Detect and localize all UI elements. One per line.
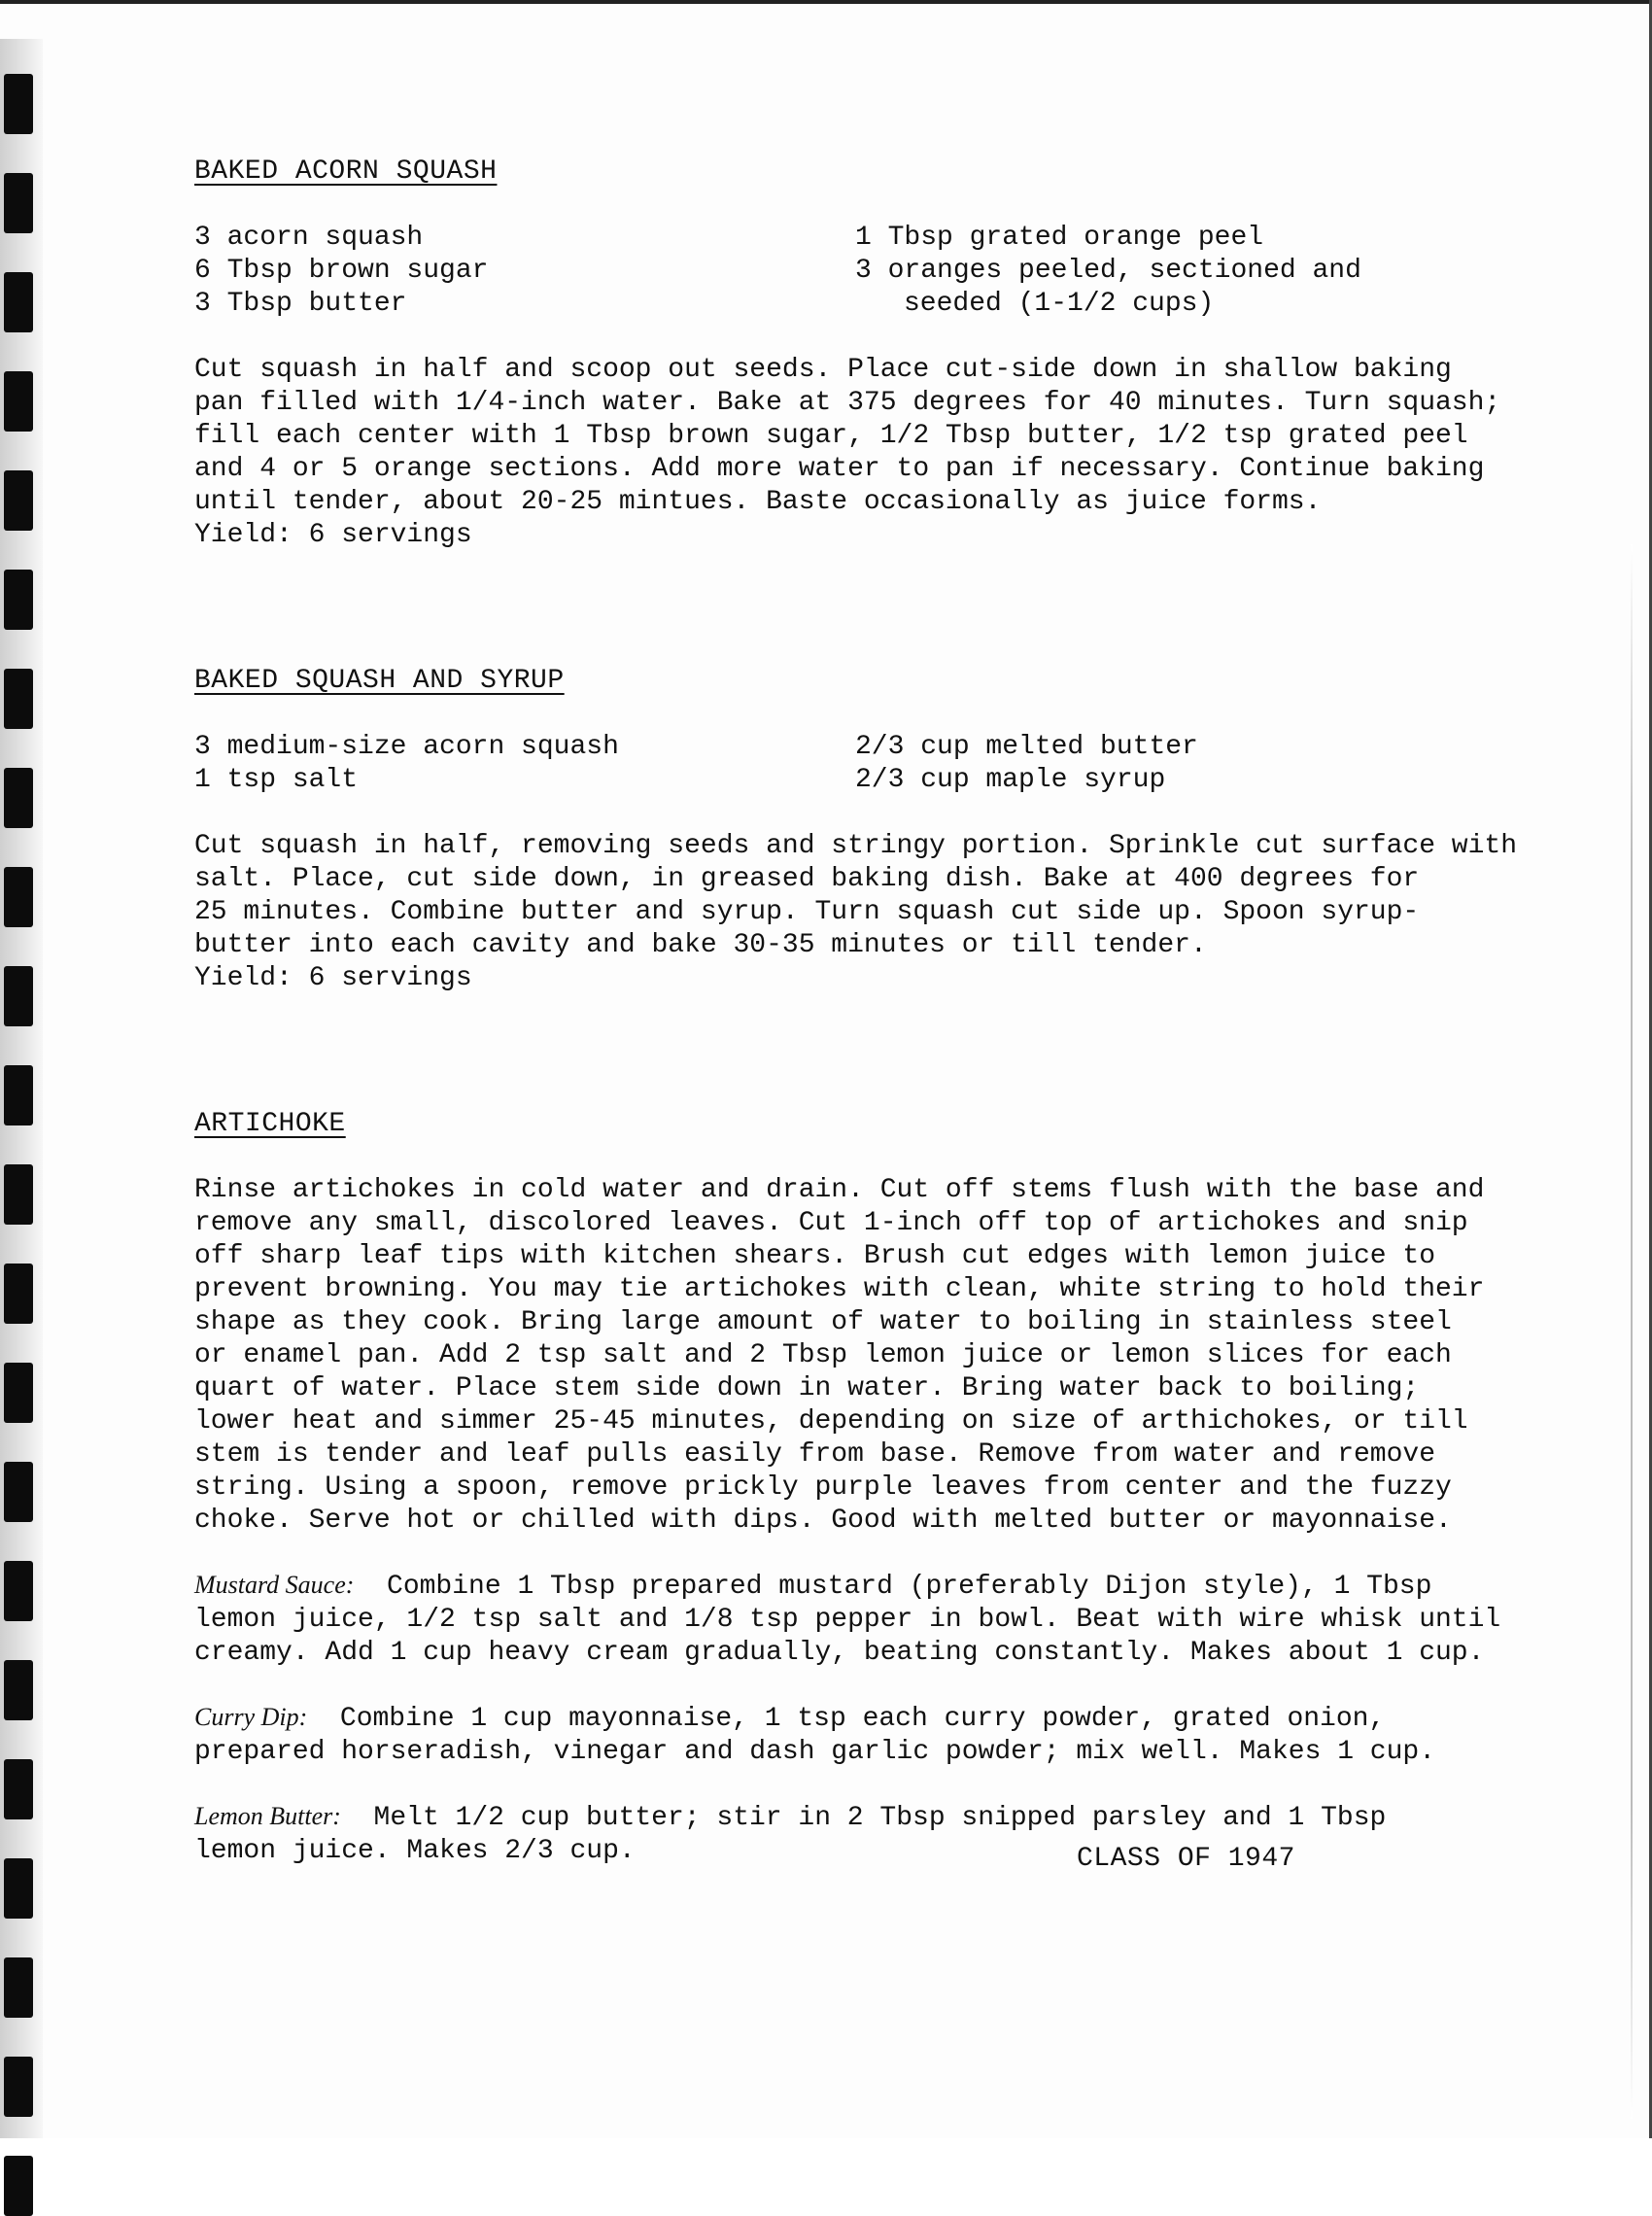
direction-line: Cut squash in half, removing seeds and stringy portion. Sprinkle cut surface with bbox=[194, 831, 1518, 861]
binding-hole bbox=[4, 272, 33, 332]
binding-hole bbox=[4, 768, 33, 828]
binding-hole bbox=[4, 74, 33, 134]
binding-hole bbox=[4, 1957, 33, 2018]
direction-line: and 4 or 5 orange sections. Add more water to pan if necessary. Continue baking bbox=[194, 454, 1485, 484]
binding-hole bbox=[4, 669, 33, 729]
ingredient: 3 medium-size acorn squash bbox=[194, 732, 619, 762]
direction-line: or enamel pan. Add 2 tsp salt and 2 Tbsp lemon juice or lemon slices for each bbox=[194, 1340, 1452, 1370]
direction-line: pan filled with 1/4-inch water. Bake at 375 degrees for 40 minutes. Turn squash; bbox=[194, 388, 1501, 418]
binding-hole bbox=[4, 1561, 33, 1621]
ingredient-continued: seeded (1-1/2 cups) bbox=[904, 289, 1215, 319]
recipe-directions bbox=[194, 830, 1535, 995]
sauce-line: prepared horseradish, vinegar and dash garlic powder; mix well. Makes 1 cup. bbox=[194, 1737, 1436, 1767]
direction-line: fill each center with 1 Tbsp brown sugar, 1/2 Tbsp butter, 1/2 tsp grated peel bbox=[194, 421, 1468, 451]
binding-hole bbox=[4, 470, 33, 531]
sauce-curry-dip bbox=[194, 1701, 1535, 1769]
sauce-mustard bbox=[194, 1569, 1535, 1670]
direction-line: string. Using a spoon, remove prickly purple leaves from center and the fuzzy bbox=[194, 1472, 1452, 1503]
ingredients-list bbox=[194, 731, 1535, 797]
ingredient: 3 oranges peeled, sectioned and bbox=[855, 256, 1361, 286]
ingredients-right-column bbox=[855, 731, 1516, 797]
ingredient: 2/3 cup melted butter bbox=[855, 732, 1198, 762]
direction-line: butter into each cavity and bake 30-35 minutes or till tender. bbox=[194, 930, 1207, 960]
ingredients-list bbox=[194, 222, 1535, 321]
ingredients-left-column bbox=[194, 222, 855, 321]
binding-hole bbox=[4, 1759, 33, 1819]
ingredient: 3 acorn squash bbox=[194, 223, 424, 253]
binding-hole bbox=[4, 2057, 33, 2117]
binding-hole bbox=[4, 1363, 33, 1423]
recipe-directions bbox=[194, 1174, 1535, 1538]
sauce-name: Lemon Butter: bbox=[194, 1802, 341, 1830]
binding-hole bbox=[4, 1065, 33, 1125]
sauce-name: Mustard Sauce: bbox=[194, 1571, 355, 1599]
footer-class-of: CLASS OF 1947 bbox=[1077, 1844, 1295, 1874]
sauce-line: creamy. Add 1 cup heavy cream gradually, beating constantly. Makes about 1 cup. bbox=[194, 1638, 1485, 1668]
direction-line: lower heat and simmer 25-45 minutes, depending on size of arthichokes, or till bbox=[194, 1406, 1468, 1437]
direction-line: Cut squash in half and scoop out seeds. Place cut-side down in shallow baking bbox=[194, 355, 1452, 385]
recipe-title: BAKED ACORN SQUASH bbox=[194, 156, 498, 187]
binding-hole bbox=[4, 2156, 33, 2216]
direction-line: prevent browning. You may tie artichokes with clean, white string to hold their bbox=[194, 1274, 1485, 1304]
sauce-line bbox=[194, 1569, 1535, 1604]
binding-hole bbox=[4, 173, 33, 233]
direction-line: shape as they cook. Bring large amount of water to boiling in stainless steel bbox=[194, 1307, 1452, 1337]
direction-line: salt. Place, cut side down, in greased baking dish. Bake at 400 degrees for bbox=[194, 864, 1420, 894]
direction-line: choke. Serve hot or chilled with dips. Good with melted butter or mayonnaise. bbox=[194, 1506, 1452, 1536]
sauce-text: Combine 1 Tbsp prepared mustard (preferably Dijon style), 1 Tbsp bbox=[387, 1572, 1432, 1602]
page-content bbox=[194, 156, 1535, 1868]
recipe-baked-acorn-squash bbox=[194, 156, 1535, 552]
ingredient: 1 tsp salt bbox=[194, 765, 359, 795]
yield-line: Yield: 6 servings bbox=[194, 520, 472, 550]
yield-line: Yield: 6 servings bbox=[194, 963, 472, 993]
binding-hole bbox=[4, 1264, 33, 1324]
ingredient: 6 Tbsp brown sugar bbox=[194, 256, 489, 286]
binding-hole bbox=[4, 1858, 33, 1919]
sauce-line bbox=[194, 1701, 1535, 1736]
sauce-line: lemon juice, 1/2 tsp salt and 1/8 tsp pepper in bowl. Beat with wire whisk until bbox=[194, 1605, 1501, 1635]
direction-line: off sharp leaf tips with kitchen shears. Brush cut edges with lemon juice to bbox=[194, 1241, 1436, 1271]
recipe-baked-squash-and-syrup bbox=[194, 665, 1535, 995]
ingredient: 2/3 cup maple syrup bbox=[855, 765, 1166, 795]
direction-line: remove any small, discolored leaves. Cut 1-inch off top of artichokes and snip bbox=[194, 1208, 1468, 1238]
binding-hole bbox=[4, 1164, 33, 1225]
sauce-text: Combine 1 cup mayonnaise, 1 tsp each curry powder, grated onion, bbox=[339, 1704, 1386, 1734]
ingredients-left-column bbox=[194, 731, 855, 797]
binding-hole bbox=[4, 371, 33, 432]
recipe-title: ARTICHOKE bbox=[194, 1109, 346, 1139]
binding-hole bbox=[4, 570, 33, 630]
recipe-title: BAKED SQUASH AND SYRUP bbox=[194, 666, 565, 696]
binding-hole bbox=[4, 1660, 33, 1720]
recipe-artichoke bbox=[194, 1108, 1535, 1868]
direction-line: quart of water. Place stem side down in water. Bring water back to boiling; bbox=[194, 1373, 1420, 1403]
page-edge-shadow bbox=[1631, 544, 1633, 2119]
sauce-line: lemon juice. Makes 2/3 cup. bbox=[194, 1836, 636, 1866]
recipe-directions bbox=[194, 354, 1535, 552]
binding-hole bbox=[4, 1462, 33, 1522]
direction-line: stem is tender and leaf pulls easily from base. Remove from water and remove bbox=[194, 1439, 1436, 1470]
sauce-text: Melt 1/2 cup butter; stir in 2 Tbsp snipped parsley and 1 Tbsp bbox=[373, 1803, 1387, 1833]
spiral-binding bbox=[0, 39, 43, 2138]
sauce-line bbox=[194, 1800, 1535, 1835]
sauce-lemon-butter bbox=[194, 1800, 1535, 1868]
ingredient: 1 Tbsp grated orange peel bbox=[855, 223, 1264, 253]
binding-hole bbox=[4, 867, 33, 927]
direction-line: 25 minutes. Combine butter and syrup. Turn squash cut side up. Spoon syrup- bbox=[194, 897, 1420, 927]
binding-hole bbox=[4, 966, 33, 1026]
direction-line: until tender, about 20-25 mintues. Baste occasionally as juice forms. bbox=[194, 487, 1322, 517]
ingredient: 3 Tbsp butter bbox=[194, 289, 407, 319]
ingredients-right-column bbox=[855, 222, 1516, 321]
sauce-name: Curry Dip: bbox=[194, 1703, 308, 1731]
direction-line: Rinse artichokes in cold water and drain. Cut off stems flush with the base and bbox=[194, 1175, 1485, 1205]
